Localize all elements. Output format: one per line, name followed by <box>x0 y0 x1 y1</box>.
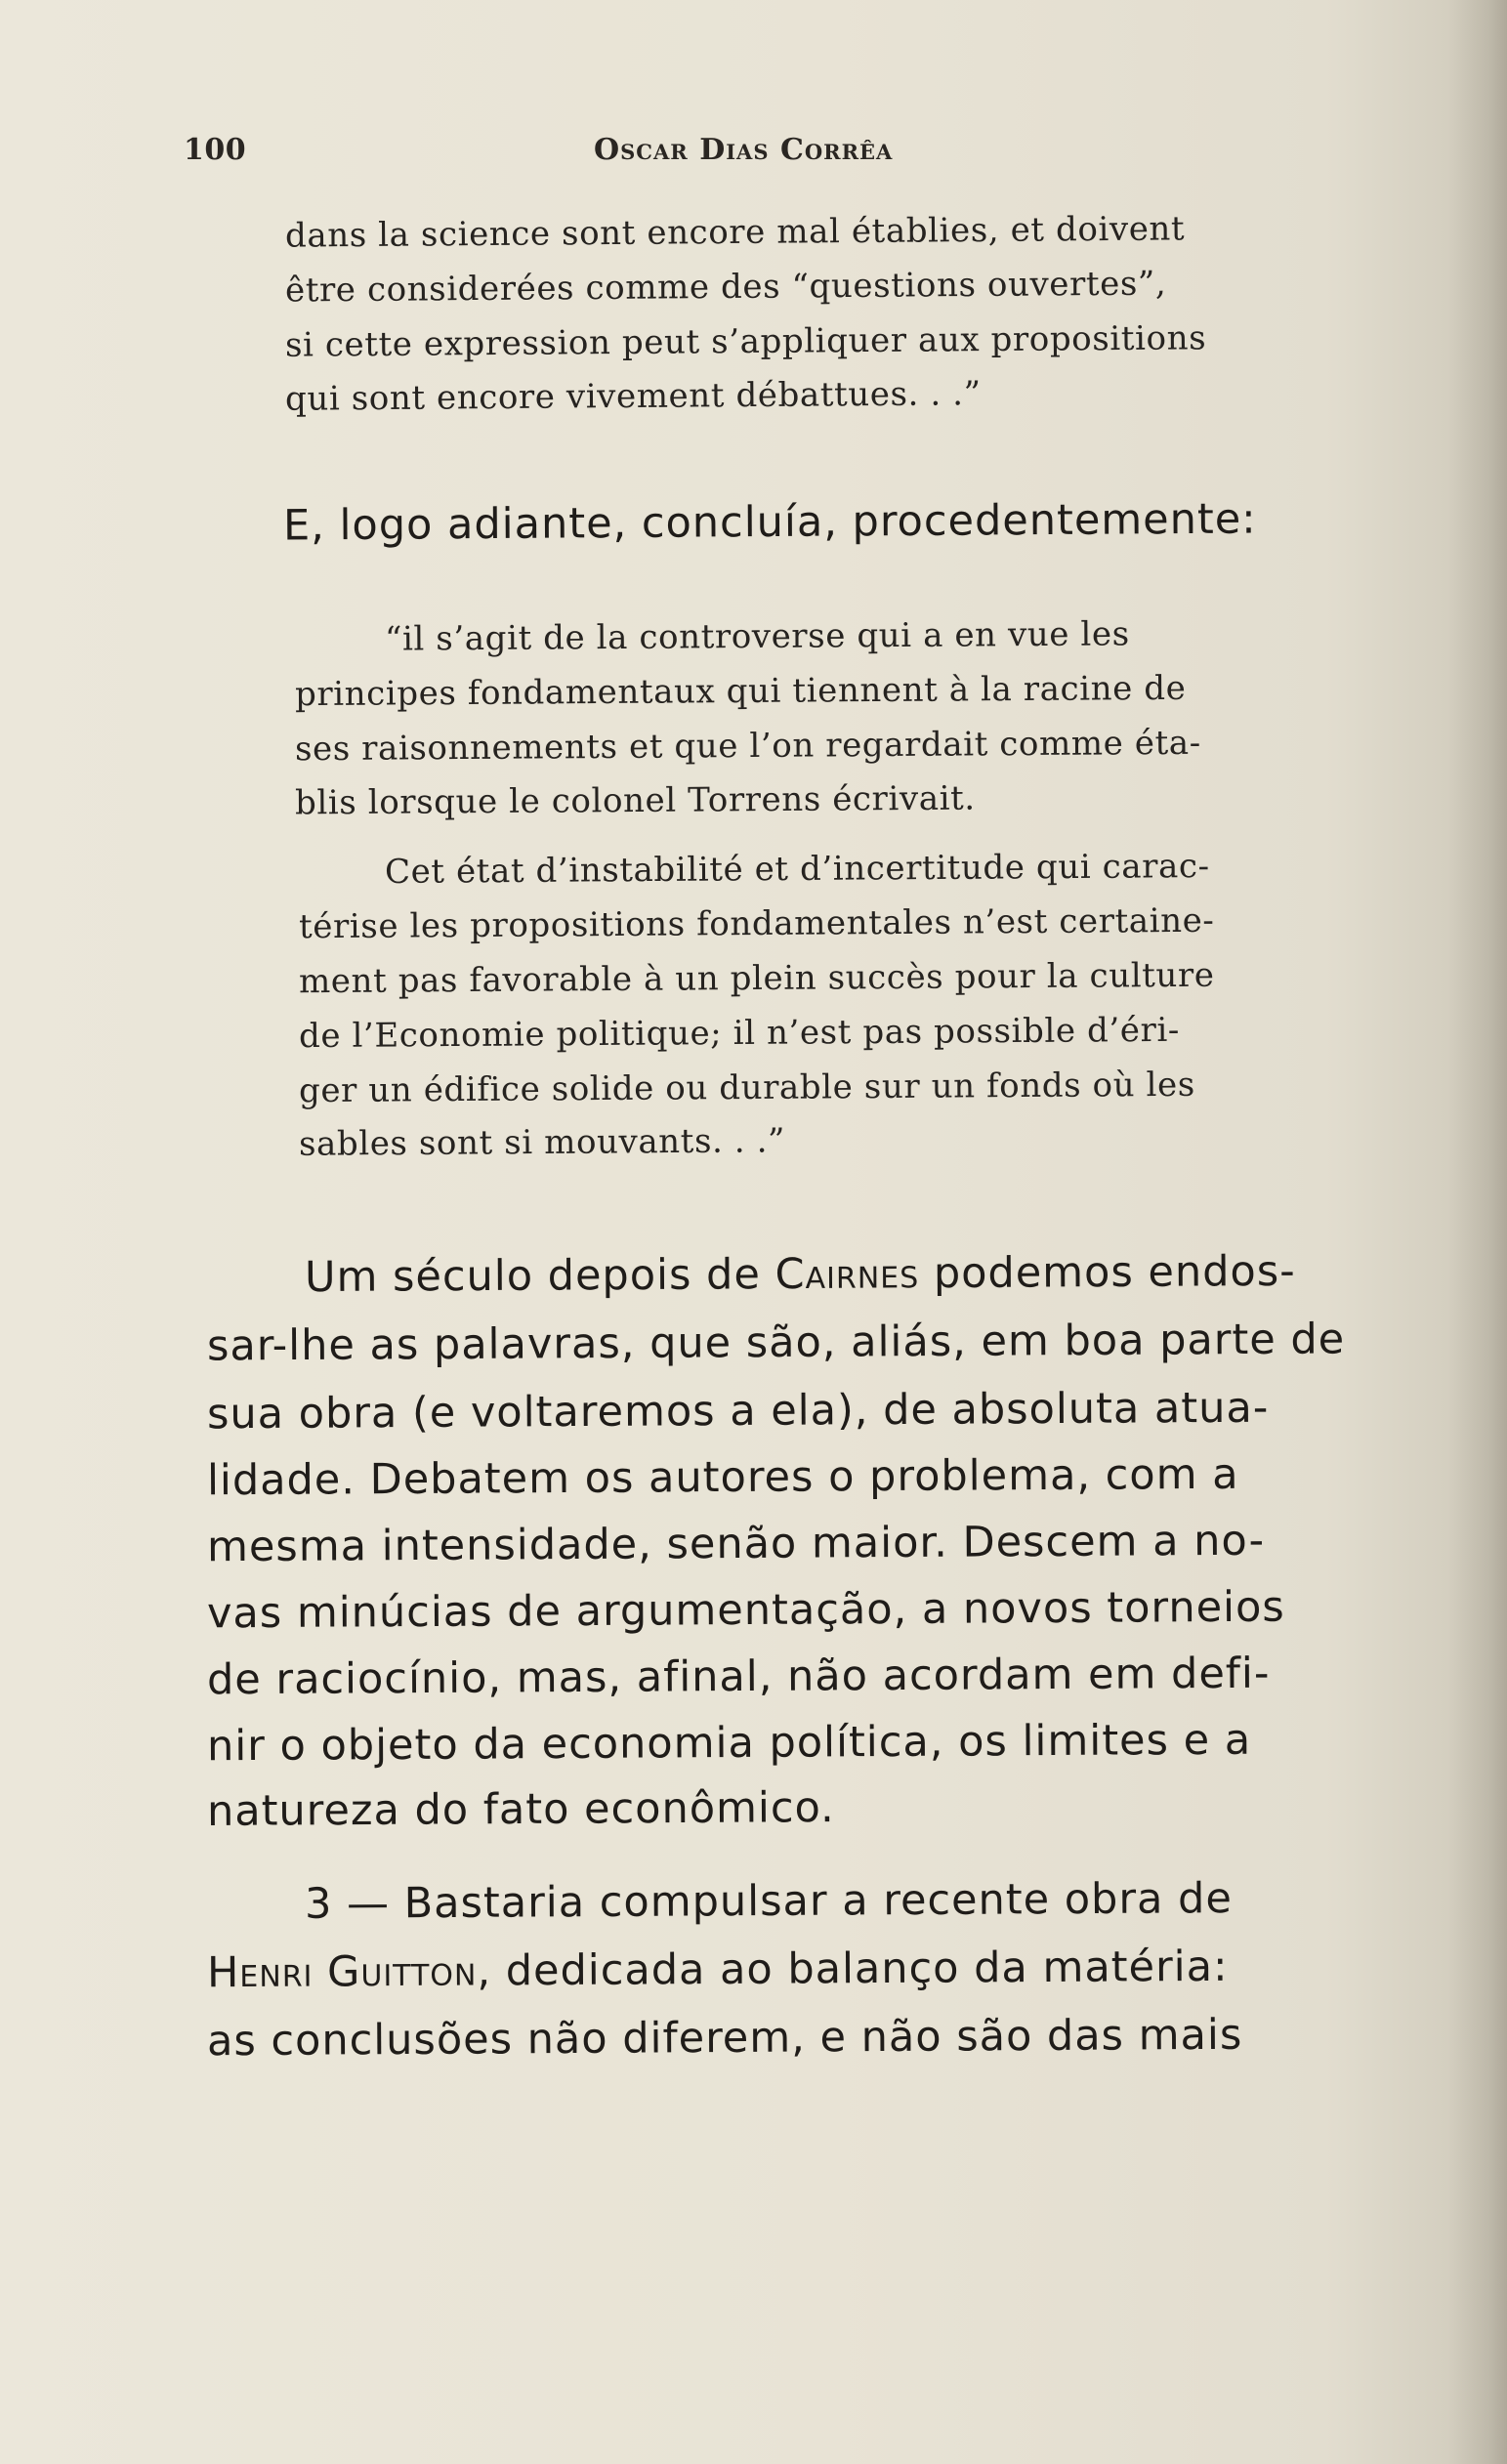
quote3-line-4: de l’Economie politique; il n’est pas possible d’éri- <box>298 1010 1181 1057</box>
quote3-line-5: ger un édifice solide ou durable sur un fonds où les <box>298 1065 1195 1111</box>
quote3-line-1: Cet état d’instabilité et d’incertitude qui carac- <box>384 847 1210 892</box>
page-number: 100 <box>184 133 247 167</box>
para1-line-1-pre: Um século depois de <box>304 1250 775 1303</box>
quote-line-1: dans la science sont encore mal établies, et doivent <box>284 209 1186 256</box>
author-name-cairnes: Cairnes <box>774 1249 920 1300</box>
para1-line-3: sua obra (e voltaremos a ela), de absoluta atua- <box>206 1383 1270 1440</box>
para1-line-9: natureza do fato econômico. <box>206 1783 835 1836</box>
quote-line-2: être considerées comme des “questions ouvertes”, <box>284 264 1167 311</box>
intro-line: E, logo adiante, concluía, procedentemente: <box>282 494 1257 551</box>
para1-line-1 <box>305 1247 1296 1302</box>
para2-line-1: 3 — Bastaria compulsar a recente obra de <box>304 1874 1233 1929</box>
quote3-line-2: térise les propositions fondamentales n’est certaine- <box>298 900 1215 947</box>
para1-line-8: nir o objeto da economia política, os limites e a <box>206 1715 1252 1772</box>
author-name-guitton: Henri Guitton <box>206 1946 478 1998</box>
quote-line-4: qui sont encore vivement débattues. . .” <box>284 374 982 419</box>
para1-line-6: vas minúcias de argumentação, a novos torneios <box>206 1582 1285 1639</box>
quote3-line-3: ment pas favorable à un plein succès pour la culture <box>298 955 1215 1002</box>
quote-line-3: si cette expression peut s’appliquer aux propositions <box>284 318 1207 365</box>
para1-line-7: de raciocínio, mas, afinal, não acordam em defi- <box>206 1649 1271 1705</box>
page-edge-shadow <box>1448 0 1507 2464</box>
para2-line-3: as conclusões não diferem, e não são das mais <box>206 2010 1243 2067</box>
para1-line-4: lidade. Debatem os autores o problema, com a <box>206 1449 1239 1506</box>
para1-line-2: sar-lhe as palavras, que são, aliás, em boa parte de <box>206 1315 1346 1371</box>
quote2-line-4: blis lorsque le colonel Torrens écrivait. <box>294 778 976 823</box>
running-head: Oscar Dias Corrêa <box>594 133 894 167</box>
para1-line-5: mesma intensidade, senão maior. Descem a no- <box>206 1516 1266 1572</box>
para2-line-2 <box>207 1942 1229 1997</box>
quote2-line-1: “il s’agit de la controverse qui a en vue les <box>384 614 1130 659</box>
quote3-line-6: sables sont si mouvants. . .” <box>298 1121 786 1164</box>
para1-line-1-post: podemos endos- <box>919 1246 1296 1299</box>
quote2-line-2: principes fondamentaux qui tiennent à la racine de <box>294 668 1187 715</box>
page-header <box>184 129 1356 178</box>
para2-line-2-post: , dedicada ao balanço da matéria: <box>477 1942 1229 1996</box>
quote2-line-3: ses raisonnements et que l’on regardait comme éta- <box>294 723 1201 770</box>
